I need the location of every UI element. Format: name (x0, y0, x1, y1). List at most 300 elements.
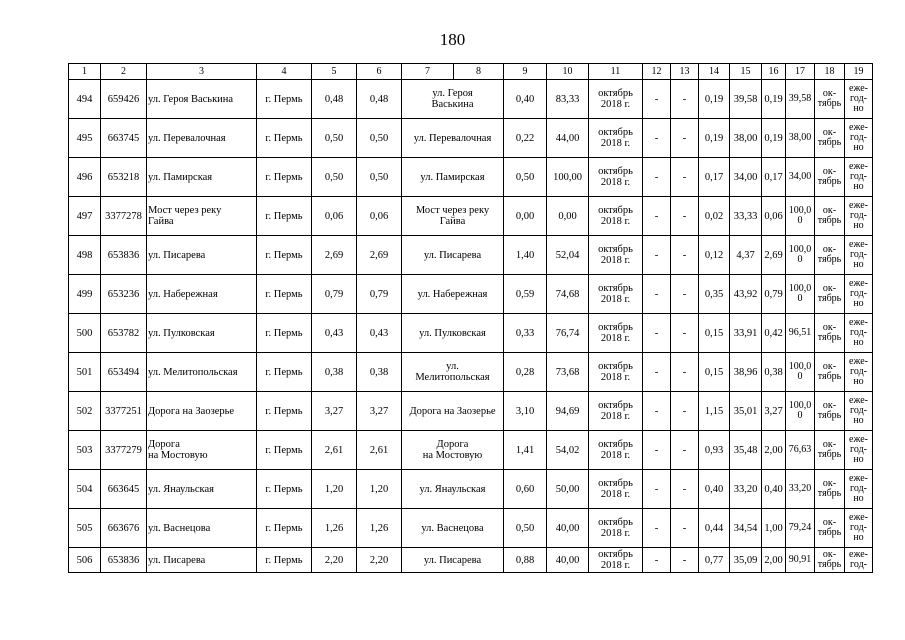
table-row (69, 236, 873, 275)
cell-text: г. Пермь (265, 288, 303, 300)
cell-text: 40,00 (555, 554, 580, 566)
cell-text: 663676 (107, 522, 140, 534)
cell-text: 0,43 (369, 327, 389, 339)
table-cell (547, 275, 589, 314)
column-header: 6 (357, 64, 402, 80)
table-cell (257, 431, 312, 470)
cell-text: 34,00 (788, 171, 812, 182)
table-row (69, 392, 873, 431)
table-cell (69, 431, 101, 470)
cell-text: 0,93 (704, 444, 724, 456)
cell-text: 0,42 (764, 327, 783, 339)
cell-text: 83,33 (555, 93, 580, 105)
table-cell (589, 119, 643, 158)
table-cell (730, 353, 762, 392)
table-cell (101, 197, 147, 236)
column-header: 15 (730, 64, 762, 80)
cell-text: 1,26 (324, 522, 344, 534)
cell-text: г. Пермь (265, 554, 303, 566)
table-cell (312, 431, 357, 470)
cell-text: 3,10 (515, 405, 535, 417)
cell-text: ул. Писарева (423, 249, 482, 261)
cell-text: 0,40 (704, 483, 724, 495)
table-cell (147, 314, 257, 353)
cell-text: ул. Пулковская (148, 327, 215, 339)
cell-text: ок- тябрь (817, 244, 842, 265)
cell-text: 0,40 (764, 483, 783, 495)
table-cell (504, 119, 547, 158)
cell-text: октябрь 2018 г. (598, 322, 633, 344)
cell-text: 1,41 (515, 444, 535, 456)
table-cell (402, 314, 504, 353)
table-cell (101, 314, 147, 353)
table-cell (504, 275, 547, 314)
table-cell (402, 80, 504, 119)
cell-text: 3,27 (369, 405, 389, 417)
table-cell (504, 236, 547, 275)
cell-text: ул. Набережная (417, 288, 488, 300)
table-cell (257, 236, 312, 275)
cell-text: г. Пермь (265, 132, 303, 144)
cell-text: 0,06 (764, 210, 783, 222)
table-cell (643, 470, 671, 509)
cell-text: 35,01 (733, 405, 758, 417)
table-cell (730, 236, 762, 275)
cell-text: 100,0 0 (788, 283, 812, 304)
cell-text: 0,43 (324, 327, 344, 339)
cell-text: 0,60 (515, 483, 535, 495)
table-cell (786, 158, 815, 197)
cell-text: 76,74 (555, 327, 580, 339)
cell-text: г. Пермь (265, 405, 303, 417)
cell-text: 497 (76, 210, 93, 222)
table-cell (643, 158, 671, 197)
table-row (69, 197, 873, 236)
table-cell (699, 197, 730, 236)
cell-text: октябрь 2018 г. (598, 439, 633, 461)
table-cell (402, 470, 504, 509)
table-cell (504, 158, 547, 197)
cell-text: 499 (76, 288, 93, 300)
table-cell (815, 80, 845, 119)
table-cell (699, 314, 730, 353)
table-row (69, 158, 873, 197)
table-cell (786, 197, 815, 236)
table-cell (815, 509, 845, 548)
table-cell (589, 431, 643, 470)
cell-text: 0,19 (704, 132, 724, 144)
cell-text: еже- год- но (849, 512, 868, 543)
table-cell (101, 353, 147, 392)
table-cell (786, 119, 815, 158)
cell-text: ул. Пулковская (419, 327, 486, 339)
cell-text: Мост через реку Гайва (415, 205, 490, 227)
cell-text: 40,00 (555, 522, 580, 534)
cell-text: 653836 (107, 249, 140, 261)
cell-text: 0,50 (369, 132, 389, 144)
table-cell (786, 314, 815, 353)
cell-text: 2,00 (764, 554, 783, 566)
table-cell (762, 236, 786, 275)
table-cell (699, 392, 730, 431)
table-cell (730, 431, 762, 470)
table-cell (762, 119, 786, 158)
table-cell (589, 197, 643, 236)
cell-text: ок- тябрь (817, 478, 842, 499)
table-cell (504, 197, 547, 236)
table-cell (643, 548, 671, 573)
cell-text: 79,24 (788, 522, 812, 533)
cell-text: 100,0 0 (788, 400, 812, 421)
cell-text: г. Пермь (265, 366, 303, 378)
table-cell (671, 314, 699, 353)
table-cell (69, 197, 101, 236)
cell-text: 1,00 (764, 522, 783, 534)
cell-text: 54,02 (555, 444, 580, 456)
table-cell (730, 197, 762, 236)
column-header: 7 (402, 64, 454, 80)
table-cell (257, 197, 312, 236)
cell-text: ок- тябрь (817, 517, 842, 538)
table-cell (547, 353, 589, 392)
cell-text: Дорога на Мостовую (148, 439, 208, 461)
cell-text: 38,00 (788, 132, 812, 143)
table-cell (671, 353, 699, 392)
table-cell (147, 470, 257, 509)
cell-text: 663645 (107, 483, 140, 495)
cell-text: 35,09 (733, 554, 758, 566)
cell-text: 1,40 (515, 249, 535, 261)
cell-text: 3,27 (764, 405, 783, 417)
table-cell (257, 470, 312, 509)
cell-text: - (682, 288, 687, 300)
cell-text: - (682, 366, 687, 378)
cell-text: 1,20 (324, 483, 344, 495)
table-cell (643, 431, 671, 470)
table-cell (312, 392, 357, 431)
cell-text: 0,33 (515, 327, 535, 339)
table-cell (101, 119, 147, 158)
table-cell (589, 470, 643, 509)
cell-text: 2,00 (764, 444, 783, 456)
cell-text: 0,17 (764, 171, 783, 183)
table-cell (671, 392, 699, 431)
table-cell (730, 548, 762, 573)
table-cell (643, 275, 671, 314)
cell-text: ул. Писарева (148, 554, 206, 566)
table-cell (357, 158, 402, 197)
cell-text: 0,77 (704, 554, 724, 566)
table-cell (402, 119, 504, 158)
table-cell (101, 236, 147, 275)
table-cell (699, 80, 730, 119)
table-cell (730, 80, 762, 119)
cell-text: г. Пермь (265, 210, 303, 222)
table-cell (69, 158, 101, 197)
cell-text: 34,00 (733, 171, 758, 183)
table-cell (589, 392, 643, 431)
table-cell (699, 353, 730, 392)
cell-text: - (682, 405, 687, 417)
table-cell (699, 431, 730, 470)
table-cell (101, 158, 147, 197)
cell-text: 4,37 (736, 249, 755, 261)
table-cell (730, 392, 762, 431)
table-cell (147, 236, 257, 275)
cell-text: - (654, 554, 659, 566)
table-cell (699, 236, 730, 275)
cell-text: 50,00 (555, 483, 580, 495)
table-cell (786, 509, 815, 548)
cell-text: 0,28 (515, 366, 535, 378)
table-cell (845, 314, 873, 353)
table-cell (699, 470, 730, 509)
table-cell (762, 548, 786, 573)
table-cell (504, 431, 547, 470)
table-cell (589, 158, 643, 197)
cell-text: 76,63 (788, 444, 812, 455)
cell-text: еже- год- но (849, 122, 868, 153)
cell-text: 0,79 (369, 288, 389, 300)
cell-text: ул. Героя Васькина (431, 88, 474, 110)
table-cell (69, 236, 101, 275)
cell-text: 0,50 (515, 171, 535, 183)
cell-text: 2,69 (764, 249, 783, 261)
cell-text: 33,20 (788, 483, 812, 494)
cell-text: 73,68 (555, 366, 580, 378)
cell-text: 0,40 (515, 93, 535, 105)
table-cell (147, 275, 257, 314)
table-cell (786, 470, 815, 509)
column-header: 4 (257, 64, 312, 80)
table-row (69, 275, 873, 314)
cell-text: ок- тябрь (817, 400, 842, 421)
table-cell (69, 119, 101, 158)
table-cell (815, 470, 845, 509)
table-cell (147, 431, 257, 470)
cell-text: ул. Васнецова (421, 522, 484, 534)
table-cell (357, 197, 402, 236)
table-cell (762, 158, 786, 197)
cell-text: 3377279 (105, 444, 142, 456)
cell-text: 506 (76, 554, 93, 566)
column-header: 12 (643, 64, 671, 80)
cell-text: 0,50 (324, 132, 344, 144)
cell-text: - (654, 171, 659, 183)
cell-text: 33,20 (733, 483, 758, 495)
table-cell (547, 236, 589, 275)
cell-text: еже- год- но (849, 278, 868, 309)
column-header: 9 (504, 64, 547, 80)
header-row (69, 64, 873, 80)
table-cell (257, 509, 312, 548)
cell-text: 653218 (107, 171, 140, 183)
cell-text: - (654, 405, 659, 417)
table-cell (69, 80, 101, 119)
table-cell (504, 314, 547, 353)
table-row (69, 119, 873, 158)
cell-text: 505 (76, 522, 93, 534)
cell-text: 35,48 (733, 444, 758, 456)
table-cell (845, 431, 873, 470)
table-cell (815, 314, 845, 353)
cell-text: - (682, 249, 687, 261)
column-header: 19 (845, 64, 873, 80)
cell-text: 2,20 (324, 554, 344, 566)
cell-text: ок- тябрь (817, 88, 842, 109)
cell-text: - (654, 327, 659, 339)
cell-text: - (654, 93, 659, 105)
table-cell (762, 509, 786, 548)
cell-text: 100,0 0 (788, 361, 812, 382)
table-cell (815, 548, 845, 573)
table-cell (643, 392, 671, 431)
table-cell (69, 353, 101, 392)
cell-text: еже- год- но (849, 473, 868, 504)
cell-text: г. Пермь (265, 444, 303, 456)
table-cell (357, 392, 402, 431)
cell-text: 2,20 (369, 554, 389, 566)
cell-text: Дорога на Мостовую (422, 439, 483, 461)
table-cell (845, 197, 873, 236)
column-header: 2 (101, 64, 147, 80)
table-cell (257, 314, 312, 353)
cell-text: 0,50 (515, 522, 535, 534)
cell-text: - (682, 554, 687, 566)
cell-text: 90,91 (788, 554, 812, 565)
cell-text: 494 (76, 93, 93, 105)
cell-text: 3,27 (324, 405, 344, 417)
table-cell (357, 548, 402, 573)
cell-text: ок- тябрь (817, 283, 842, 304)
table-cell (845, 548, 873, 573)
table-cell (699, 158, 730, 197)
cell-text: 100,0 0 (788, 244, 812, 265)
cell-text: октябрь 2018 г. (598, 205, 633, 227)
cell-text: ок- тябрь (817, 127, 842, 148)
table-cell (699, 275, 730, 314)
table-cell (312, 470, 357, 509)
cell-text: 38,00 (733, 132, 758, 144)
cell-text: 44,00 (555, 132, 580, 144)
table-cell (671, 509, 699, 548)
cell-text: ок- тябрь (817, 166, 842, 187)
cell-text: ул. Героя Васькина (148, 93, 234, 105)
cell-text: - (682, 522, 687, 534)
table-cell (357, 431, 402, 470)
cell-text: 0,19 (764, 132, 783, 144)
cell-text: ок- тябрь (817, 322, 842, 343)
cell-text: 0,38 (324, 366, 344, 378)
table-cell (730, 470, 762, 509)
table-cell (147, 392, 257, 431)
cell-text: Дорога на Заозерье (409, 405, 496, 417)
cell-text: ул. Перевалочная (413, 132, 492, 144)
table-cell (730, 509, 762, 548)
cell-text: - (682, 93, 687, 105)
table-cell (504, 353, 547, 392)
table-cell (762, 353, 786, 392)
cell-text: ул. Писарева (148, 249, 206, 261)
cell-text: еже- год- но (849, 200, 868, 231)
cell-text: ул. Писарева (423, 554, 482, 566)
table-cell (762, 80, 786, 119)
table-cell (547, 470, 589, 509)
cell-text: еже- год- но (849, 356, 868, 387)
cell-text: 496 (76, 171, 93, 183)
table-cell (69, 275, 101, 314)
table-cell (147, 509, 257, 548)
cell-text: 0,00 (558, 210, 577, 222)
table-cell (312, 197, 357, 236)
table-cell (312, 158, 357, 197)
cell-text: 0,19 (764, 93, 783, 105)
cell-text: 495 (76, 132, 93, 144)
table-cell (730, 119, 762, 158)
table-cell (671, 548, 699, 573)
table-cell (589, 548, 643, 573)
table-cell (643, 509, 671, 548)
cell-text: 0,48 (369, 93, 389, 105)
cell-text: - (654, 132, 659, 144)
table-cell (671, 470, 699, 509)
cell-text: Мост через реку Гайва (148, 205, 222, 227)
table-cell (786, 353, 815, 392)
cell-text: ул. Набережная (148, 288, 218, 300)
cell-text: - (682, 171, 687, 183)
cell-text: еже- год- но (849, 83, 868, 114)
cell-text: октябрь 2018 г. (598, 361, 633, 383)
cell-text: 0,50 (324, 171, 344, 183)
table-cell (671, 431, 699, 470)
table-cell (257, 353, 312, 392)
table-cell (699, 119, 730, 158)
table-cell (762, 392, 786, 431)
cell-text: ок- тябрь (817, 549, 842, 570)
cell-text: - (682, 444, 687, 456)
cell-text: октябрь 2018 г. (598, 549, 633, 571)
cell-text: 100,0 0 (788, 205, 812, 226)
table-cell (815, 275, 845, 314)
table-cell (147, 119, 257, 158)
cell-text: - (654, 522, 659, 534)
table-cell (589, 353, 643, 392)
table-cell (589, 509, 643, 548)
table-cell (762, 470, 786, 509)
cell-text: 1,26 (369, 522, 389, 534)
table-cell (815, 158, 845, 197)
cell-text: 0,38 (369, 366, 389, 378)
table-cell (257, 275, 312, 314)
table-cell (786, 80, 815, 119)
table-cell (257, 548, 312, 573)
cell-text: еже- год- но (849, 395, 868, 426)
cell-text: г. Пермь (265, 522, 303, 534)
table-cell (845, 470, 873, 509)
table-cell (786, 548, 815, 573)
table-cell (69, 548, 101, 573)
table-cell (699, 509, 730, 548)
column-header: 10 (547, 64, 589, 80)
table-cell (547, 80, 589, 119)
cell-text: 43,92 (733, 288, 758, 300)
table-cell (547, 314, 589, 353)
cell-text: 52,04 (555, 249, 580, 261)
table-row (69, 353, 873, 392)
cell-text: 0,02 (704, 210, 724, 222)
cell-text: 2,69 (324, 249, 344, 261)
table-cell (815, 119, 845, 158)
